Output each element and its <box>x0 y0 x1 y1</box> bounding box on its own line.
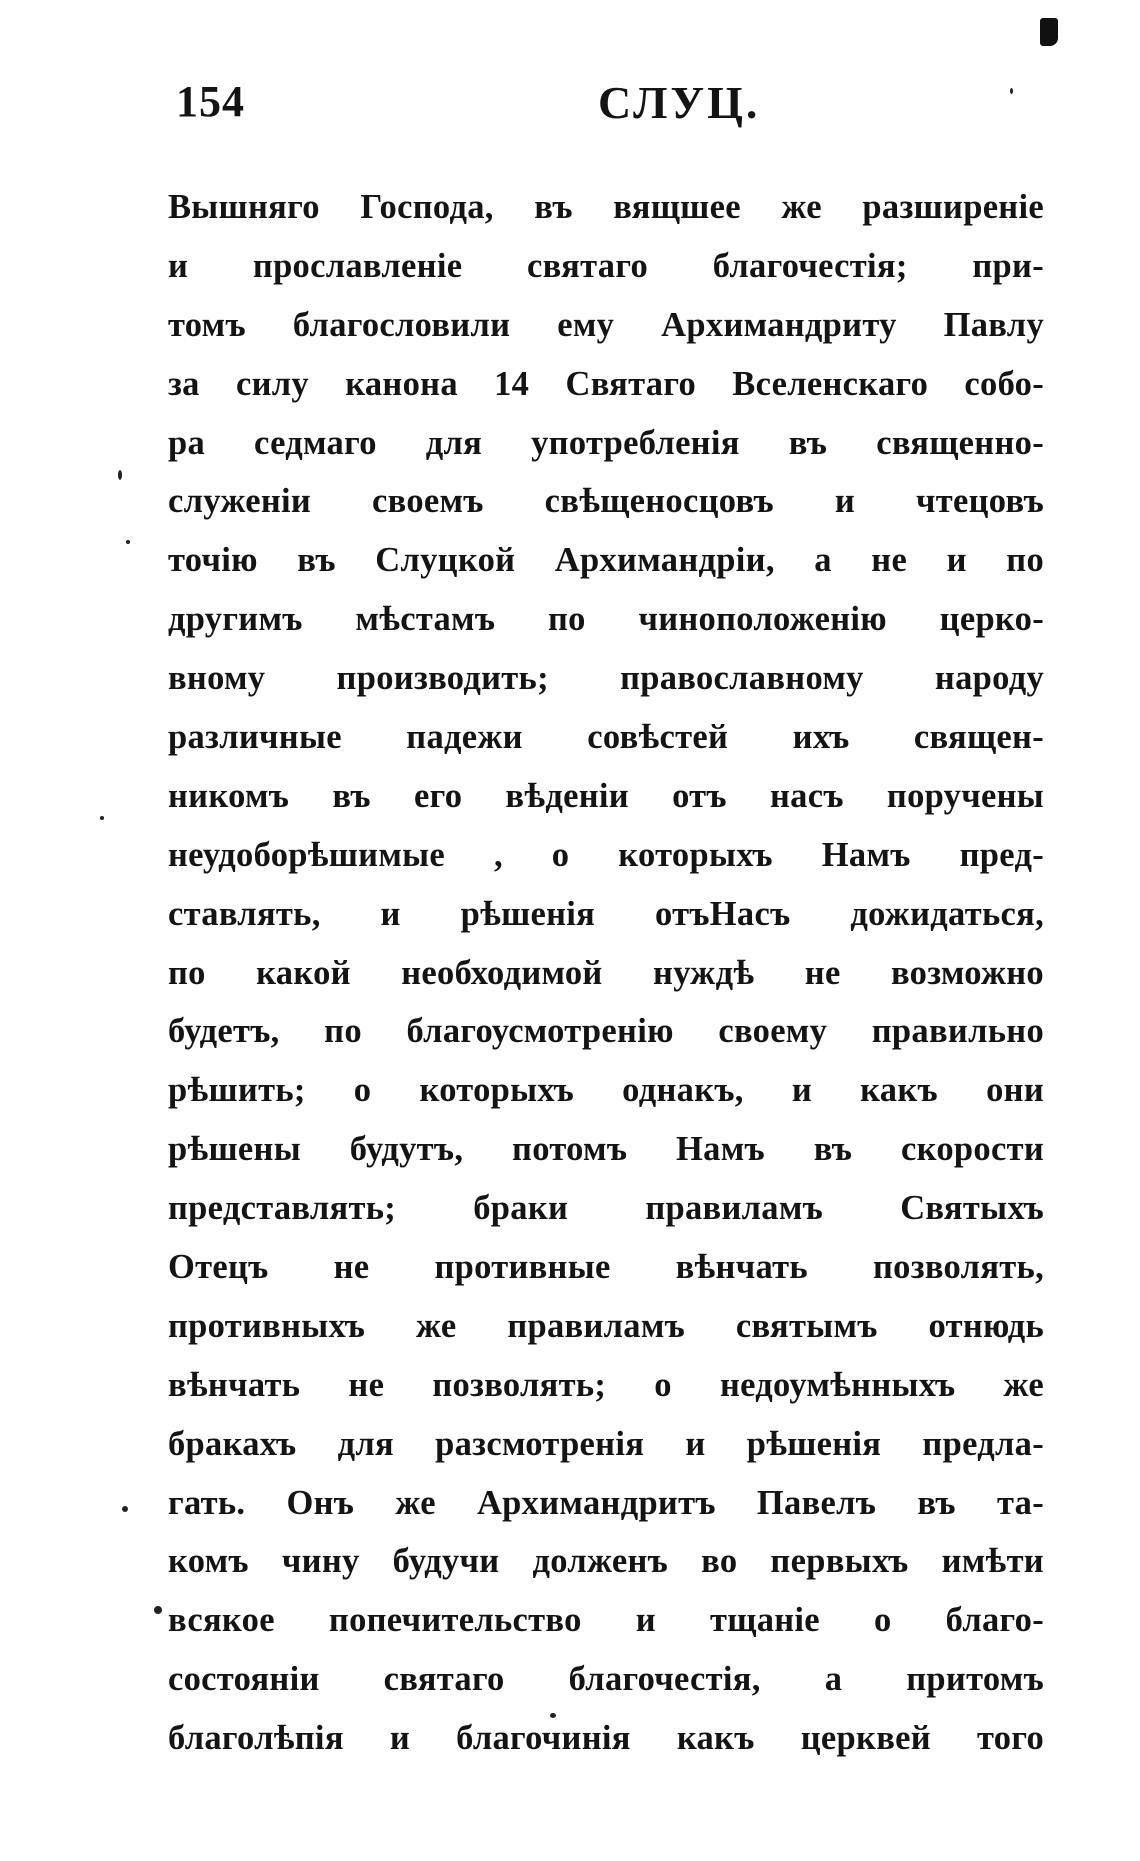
text-line: благолѣпія и благочинія какъ церквей того <box>168 1719 1044 1758</box>
text-line: за силу канона 14 Святаго Вселенскаго собо- <box>168 364 1044 403</box>
text-line: гать. Онъ же Архимандритъ Павелъ въ та- <box>168 1483 1044 1522</box>
text-line: рѣшены будутъ, потомъ Намъ въ скорости <box>168 1130 1044 1169</box>
scan-speck <box>100 816 104 820</box>
text-line: томъ благословили ему Архимандриту Павлу <box>168 305 1044 344</box>
text-line: никомъ въ его вѣденіи отъ насъ поручены <box>168 776 1044 815</box>
scan-speck <box>154 1606 162 1614</box>
text-line: вному производить; православному народу <box>168 659 1044 698</box>
text-line: различные падежи совѣстей ихъ священ- <box>168 718 1044 757</box>
text-line: представлять; браки правиламъ Святыхъ <box>168 1189 1044 1228</box>
text-line: Вышняго Господа, въ вящшее же разширеніе <box>168 188 1044 226</box>
scan-speck <box>550 1713 556 1718</box>
text-line: комъ чину будучи долженъ во первыхъ имѣти <box>168 1542 1044 1581</box>
running-head: СЛУЦ. <box>598 77 761 128</box>
scan-speck <box>122 1506 128 1512</box>
text-line: противныхъ же правиламъ святымъ отнюдь <box>168 1306 1044 1345</box>
text-line: неудоборѣшимые , о которыхъ Намъ пред- <box>168 835 1044 874</box>
scan-speck <box>118 470 122 480</box>
text-line: ставлять, и рѣшенія отъНасъ дожидаться, <box>168 894 1044 933</box>
text-line: всякое попечительство и тщаніе о благо- <box>168 1601 1044 1640</box>
text-line: и прославленіе святаго благочестія; при- <box>168 246 1044 285</box>
text-line: по какой необходимой нуждѣ не возможно <box>168 953 1044 992</box>
text-line: точію въ Слуцкой Архимандріи, а не и по <box>168 541 1044 580</box>
text-line: состояніи святаго благочестія, а притомъ <box>168 1660 1044 1699</box>
page-number: 154 <box>176 77 245 126</box>
body-text <box>168 178 1044 1768</box>
text-line: бракахъ для разсмотренія и рѣшенія предла- <box>168 1424 1044 1463</box>
ink-mark <box>1040 18 1058 46</box>
page-header <box>168 76 1048 136</box>
text-line: ра седмаго для употребленія въ священно- <box>168 423 1044 462</box>
text-line: служеніи своемъ свѣщеносцовъ и чтецовъ <box>168 482 1044 521</box>
text-line: будетъ, по благоусмотренію своему правильно <box>168 1012 1044 1051</box>
scan-speck <box>1010 88 1013 94</box>
text-line: Отецъ не противные вѣнчать позволять, <box>168 1248 1044 1287</box>
text-line: вѣнчать не позволять; о недоумѣнныхъ же <box>168 1365 1044 1404</box>
scan-speck <box>126 540 130 544</box>
text-line: другимъ мѣстамъ по чиноположенію церко- <box>168 600 1044 639</box>
text-line: рѣшить; о которыхъ однакъ, и какъ они <box>168 1071 1044 1110</box>
